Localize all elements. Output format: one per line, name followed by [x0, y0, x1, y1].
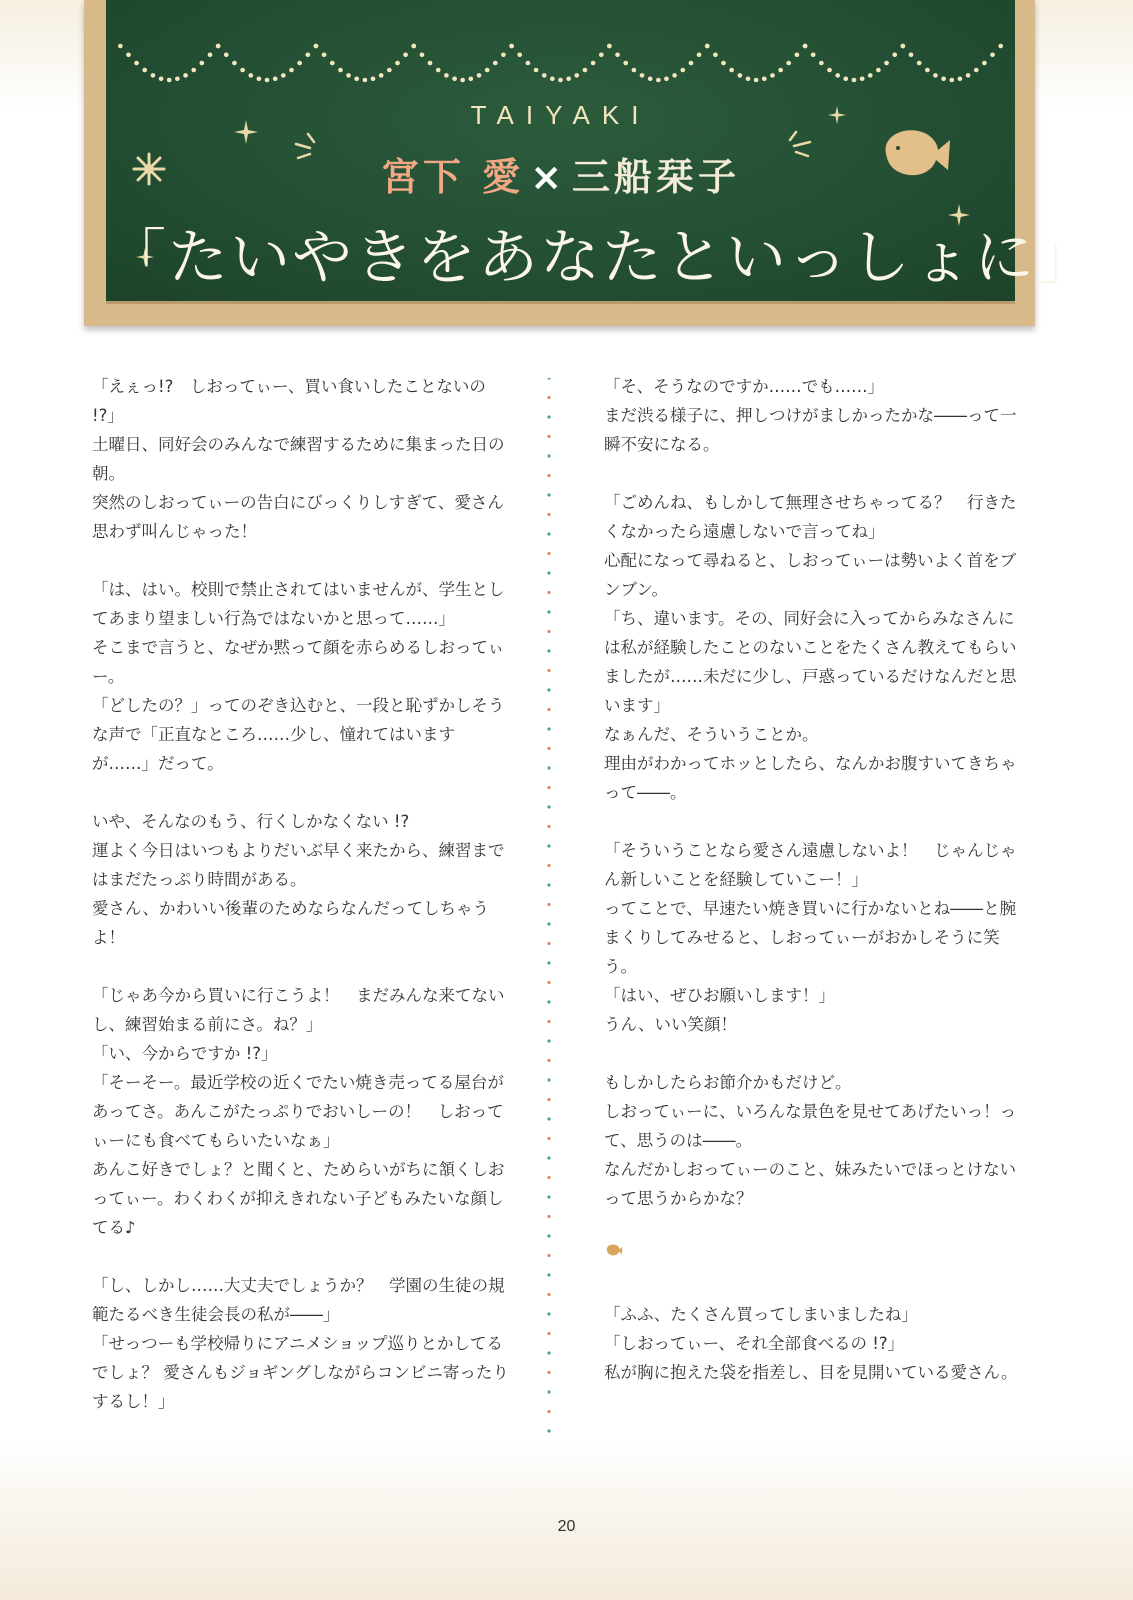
paragraph: 理由がわかってホッとしたら、なんかお腹すいてきちゃって――。 — [604, 754, 1017, 802]
paragraph: 「しおってぃー、それ全部食べるの !?」 — [604, 1334, 905, 1353]
paragraph: なぁんだ、そういうことか。 — [604, 725, 819, 744]
taiyaki-icon — [604, 1243, 624, 1257]
paragraph — [92, 952, 512, 981]
paragraph: いや、そんなのもう、行くしかなくない !? — [92, 812, 410, 831]
paragraph: そこまで言うと、なぜか黙って顔を赤らめるしおってぃー。 — [92, 638, 505, 686]
paragraph: 突然のしおってぃーの告白にびっくりしすぎて、愛さん思わず叫んじゃった！ — [92, 493, 504, 541]
paragraph: 「し、しかし……大丈夫でしょうか？ 学園の生徒の規範たるべき生徒会長の私が――」 — [92, 1276, 505, 1324]
paragraph — [92, 546, 512, 575]
chalkboard-frame — [84, 0, 1098, 326]
paragraph: うん、いい笑顔！ — [604, 1015, 737, 1034]
paragraph: ってことで、早速たい焼き買いに行かないとね――と腕まくりしてみせると、しおってぃーがおかしそうに笑う。 — [604, 899, 1017, 976]
paragraph: 土曜日、同好会のみんなで練習するために集まった日の朝。 — [92, 435, 505, 483]
paragraph — [604, 807, 1029, 836]
chalkboard — [106, 0, 1098, 304]
paragraph: 「ふふ、たくさん買ってしまいましたね」 — [604, 1305, 918, 1324]
paragraph: 「は、はい。校則で禁止されてはいませんが、学生としてあまり望ましい行為ではないかと思って……」 — [92, 580, 505, 628]
paragraph: 「じゃあ今から買いに行こうよ！ まだみんな来てないし、練習始まる前にさ。ね？」 — [92, 986, 505, 1034]
paragraph: 「どしたの？」ってのぞき込むと、一段と恥ずかしそうな声で「正直なところ……少し、憧れてはいますが……」だって。 — [92, 696, 505, 773]
paragraph — [604, 1213, 1029, 1242]
character-name-2: 三船栞子 — [572, 155, 741, 199]
paragraph — [604, 1039, 1029, 1068]
left-text-column — [92, 372, 512, 1416]
paragraph: 「そういうことなら愛さん遠慮しないよ！ じゃんじゃん新しいことを経験していこー！」 — [604, 841, 1017, 889]
paragraph: 「せっつーも学校帰りにアニメショップ巡りとかしてるでしょ？ 愛さんもジョギングしながらコンビニ寄ったりするし！」 — [92, 1334, 509, 1411]
character-names — [106, 146, 1015, 201]
paragraph: 「えぇっ!? しおってぃー、買い食いしたことないの !?」 — [92, 377, 492, 425]
paragraph: 心配になって尋ねると、しおってぃーは勢いよく首をブンブン。 — [604, 551, 1017, 599]
paragraph: あんこ好きでしょ？と聞くと、ためらいがちに頷くしおってぃー。わくわくが抑えきれない子どもみたいな顔してる♪ — [92, 1160, 505, 1237]
paragraph — [92, 778, 512, 807]
paragraph: 「はい、ぜひお願いします！」 — [604, 986, 835, 1005]
dotted-garland — [106, 0, 1015, 110]
page-number: 20 — [557, 1518, 576, 1535]
cross-symbol: × — [530, 155, 567, 199]
page-title: 「たいやきをあなたといっしょに」 — [106, 223, 1098, 293]
paragraph: 運よく今日はいつもよりだいぶ早く来たから、練習まではまだたっぷり時間がある。 — [92, 841, 505, 889]
paragraph — [604, 459, 1029, 488]
right-text-column — [604, 372, 1029, 1387]
paragraph: まだ渋る様子に、押しつけがましかったかな――って一瞬不安になる。 — [604, 406, 1017, 454]
paragraph: 「ごめんね、もしかして無理させちゃってる？ 行きたくなかったら遠慮しないで言ってね」 — [604, 493, 1017, 541]
paragraph — [604, 1242, 1029, 1271]
paragraph — [604, 1271, 1029, 1300]
paragraph: 「そーそー。最近学校の近くでたい焼き売ってる屋台があってさ。あんこがたっぷりでおいしーの！ しおってぃーにも食べてもらいたいなぁ」 — [92, 1073, 504, 1150]
paragraph: なんだかしおってぃーのこと、妹みたいでほっとけないって思うからかな？ — [604, 1160, 1017, 1208]
paragraph: 私が胸に抱えた袋を指差し、目を見開いている愛さん。 — [604, 1363, 1018, 1382]
character-name-1: 宮下 愛 — [380, 155, 525, 199]
subtitle: TAIYAKI — [470, 100, 651, 130]
paragraph: 「ち、違います。その、同好会に入ってからみなさんには私が経験したことのないことをたくさん教えてもらいましたが……未だに少し、戸惑っているだけなんだと思います」 — [604, 609, 1017, 715]
paragraph: もしかしたらお節介かもだけど。 — [604, 1073, 852, 1092]
paragraph — [92, 1242, 512, 1271]
paragraph: 「い、今からですか !?」 — [92, 1044, 278, 1063]
paragraph: 愛さん、かわいい後輩のためならなんだってしちゃうよ！ — [92, 899, 489, 947]
paragraph: 「そ、そうなのですか……でも……」 — [604, 377, 885, 396]
dotted-divider — [546, 378, 552, 1438]
paragraph: しおってぃーに、いろんな景色を見せてあげたいっ！って、思うのは――。 — [604, 1102, 1017, 1150]
